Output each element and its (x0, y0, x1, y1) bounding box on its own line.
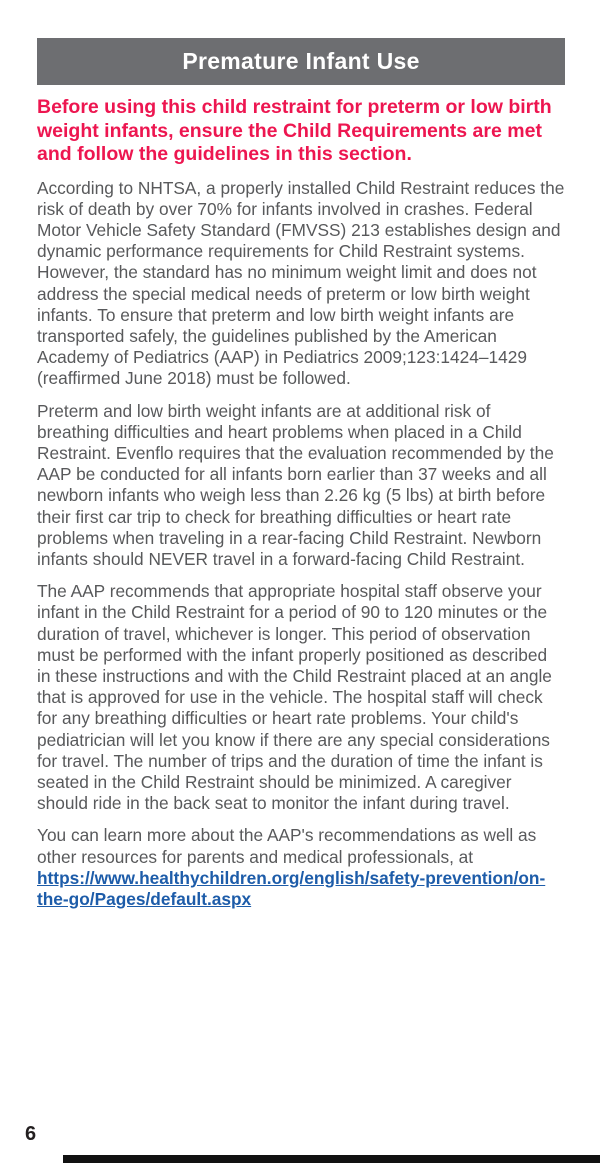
page-content (37, 38, 565, 910)
bottom-edge-bar (63, 1155, 600, 1163)
learn-more-text: You can learn more about the AAP's recommendations as well as other resources for parents and medical professionals, at (37, 825, 537, 867)
paragraph-learn-more (37, 825, 565, 910)
warning-lead-text: Before using this child restraint for preterm or low birth weight infants, ensure the Child Requirements are met and follow the guidelines in this section. (37, 96, 552, 165)
page-number: 6 (25, 1123, 37, 1145)
paragraph-aap-observation: The AAP recommends that appropriate hospital staff observe your infant in the Child Restraint for a period of 90 to 120 minutes or the duration of travel, whichever is longer. This period of observation must be performed with the infant properly positioned as described in these instructions and with the Child Restraint placed at an angle that is approved for use in the vehicle. The hospital staff will check for any breathing difficulties or heart rate problems. Your child's pediatrician will let you know if there are any special considerations for travel. The number of trips and the duration of time the infant is seated in the Child Restraint should be minimized. A caregiver should ride in the back seat to monitor the infant during travel. (37, 581, 552, 814)
paragraph-nhtsa-standard: According to NHTSA, a properly installed Child Restraint reduces the risk of death by over 70% for infants involved in crashes. Federal Motor Vehicle Safety Standard (FMVSS) 213 establishes design and dynamic performance requirements for Child Restraint systems. However, the standard has no minimum weight limit and does not address the special medical needs of preterm or low birth weight infants. To ensure that preterm and low birth weight infants are transported safely, the guidelines published by the American Academy of Pediatrics (AAP) in Pediatrics 2009;123:1424–1429 (reaffirmed June 2018) must be followed. (37, 177, 565, 389)
section-title: Premature Infant Use (182, 48, 420, 74)
paragraph-preterm-risk: Preterm and low birth weight infants are at additional risk of breathing difficulties and heart problems when placed in a Child Restraint. Evenflo requires that the evaluation recommended by the AAP be conducted for all infants born earlier than 37 weeks and all newborn infants who weigh less than 2.26 kg (5 lbs) at birth before their first car trip to check for breathing difficulties or heart rate problems when traveling in a rear-facing Child Restraint. Newborn infants should NEVER travel in a forward-facing Child Restraint. (37, 400, 554, 569)
section-title-bar (37, 38, 565, 85)
healthychildren-link[interactable]: https://www.healthychildren.org/english/safety-prevention/on-the-go/Pages/default.aspx (37, 867, 546, 909)
